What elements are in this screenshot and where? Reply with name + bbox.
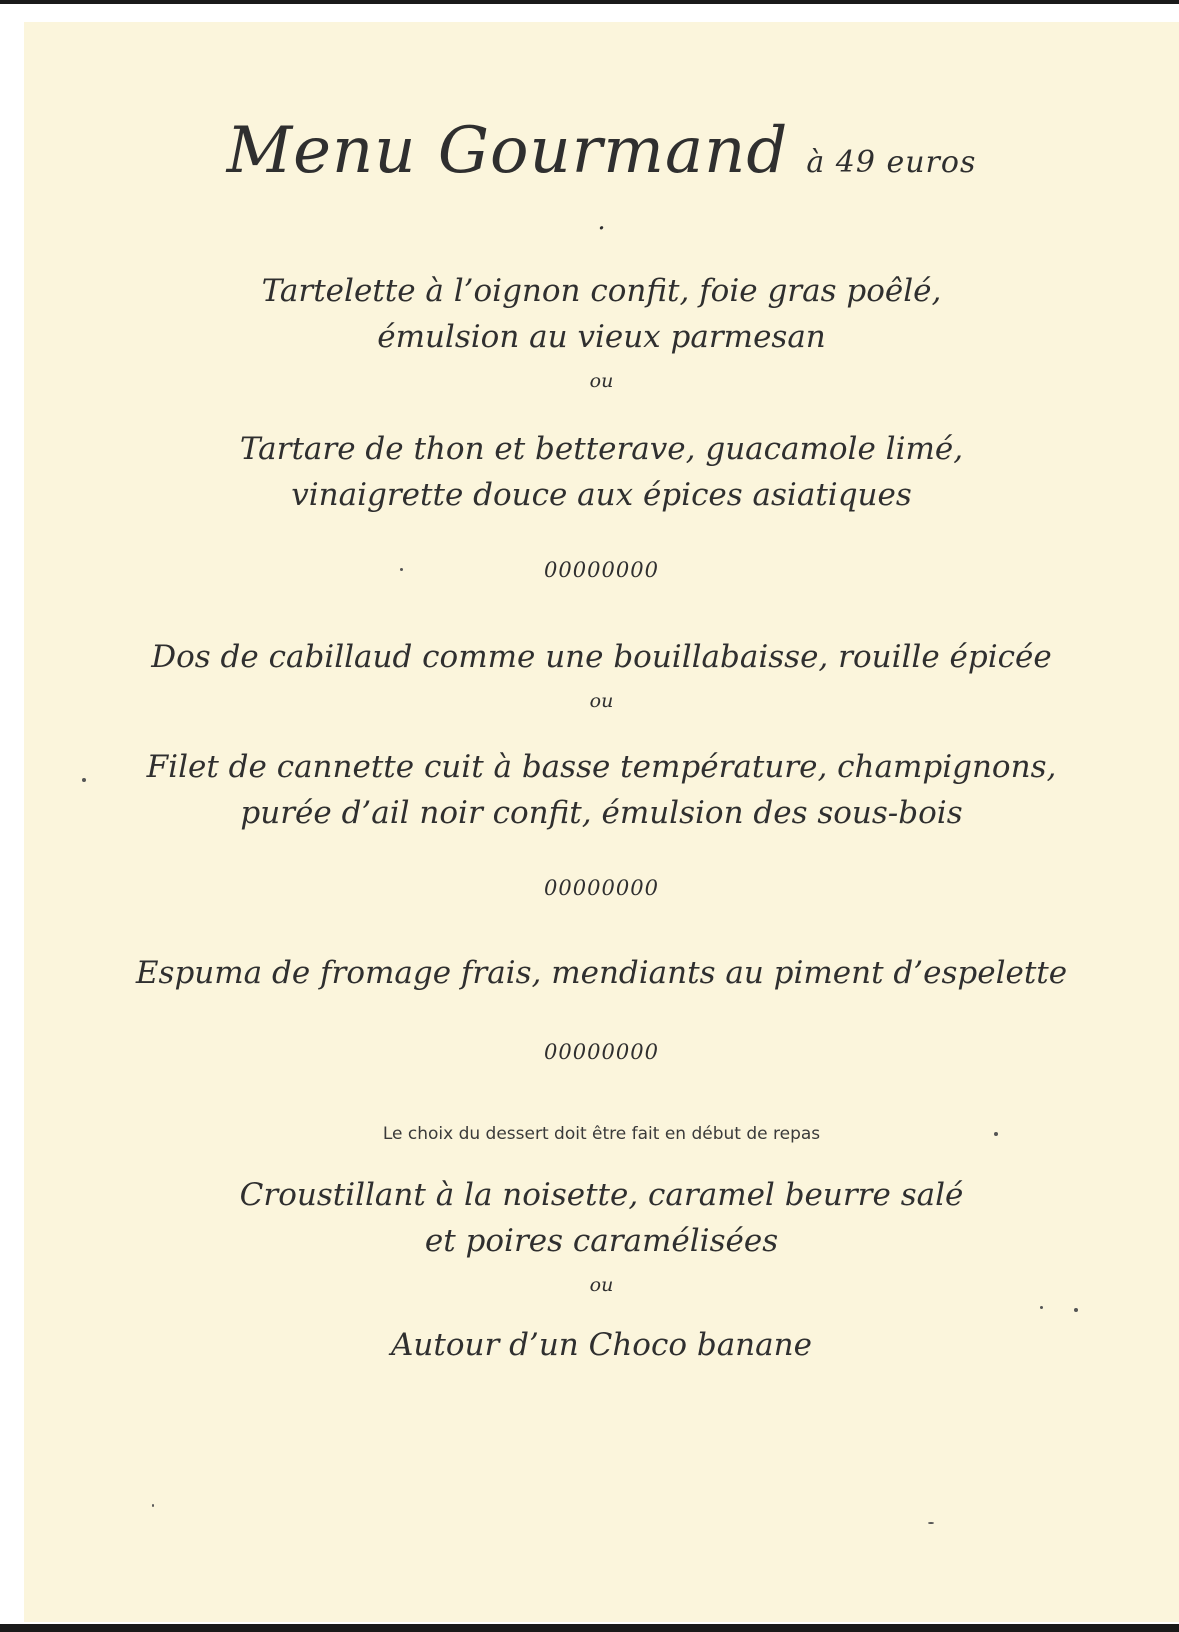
plat-option1-line1: Dos de cabillaud comme une bouillabaisse, rouille épicée	[151, 639, 1052, 675]
dessert-option1-line2: et poires caramélisées	[424, 1223, 779, 1259]
scan-speck	[400, 568, 403, 571]
entree-option1-line1: Tartelette à l’oignon confit, foie gras poêlé,	[261, 273, 942, 309]
scan-speck	[82, 778, 86, 782]
separator-3: 00000000	[544, 1040, 659, 1064]
scan-speck	[1074, 1308, 1078, 1312]
plat-or: ou	[589, 690, 614, 712]
scan-bottom-edge	[0, 1624, 1179, 1632]
scan-speck	[994, 1132, 998, 1136]
scan-top-edge	[0, 0, 1179, 4]
plat-option2-line2: purée d’ail noir confit, émulsion des sous-bois	[240, 795, 963, 831]
entree-or: ou	[589, 370, 614, 392]
fromage-line1: Espuma de fromage frais, mendiants au piment d’espelette	[135, 955, 1068, 991]
entree-option2-line2: vinaigrette douce aux épices asiatiques	[291, 477, 912, 513]
dessert-option2-line1: Autour d’un Choco banane	[391, 1327, 812, 1363]
menu-title-line	[24, 114, 1179, 188]
menu-sheet	[24, 22, 1179, 1622]
entree-option2-line1: Tartare de thon et betterave, guacamole limé,	[239, 431, 964, 467]
menu-title: Menu Gourmand	[226, 114, 789, 188]
title-dot: .	[597, 206, 606, 236]
dessert-note: Le choix du dessert doit être fait en début de repas	[382, 1124, 821, 1144]
scan-speck	[1040, 1306, 1043, 1309]
menu-price: à 49 euros	[806, 145, 977, 180]
dessert-option1-line1: Croustillant à la noisette, caramel beurre salé	[239, 1177, 964, 1213]
dessert-or: ou	[589, 1274, 614, 1296]
scan-speck	[152, 1504, 154, 1507]
separator-2: 00000000	[544, 876, 659, 900]
entree-option1-line2: émulsion au vieux parmesan	[377, 319, 826, 355]
scan-speck	[928, 1522, 934, 1524]
plat-option2-line1: Filet de cannette cuit à basse température, champignons,	[146, 749, 1057, 785]
separator-1: 00000000	[544, 558, 659, 582]
